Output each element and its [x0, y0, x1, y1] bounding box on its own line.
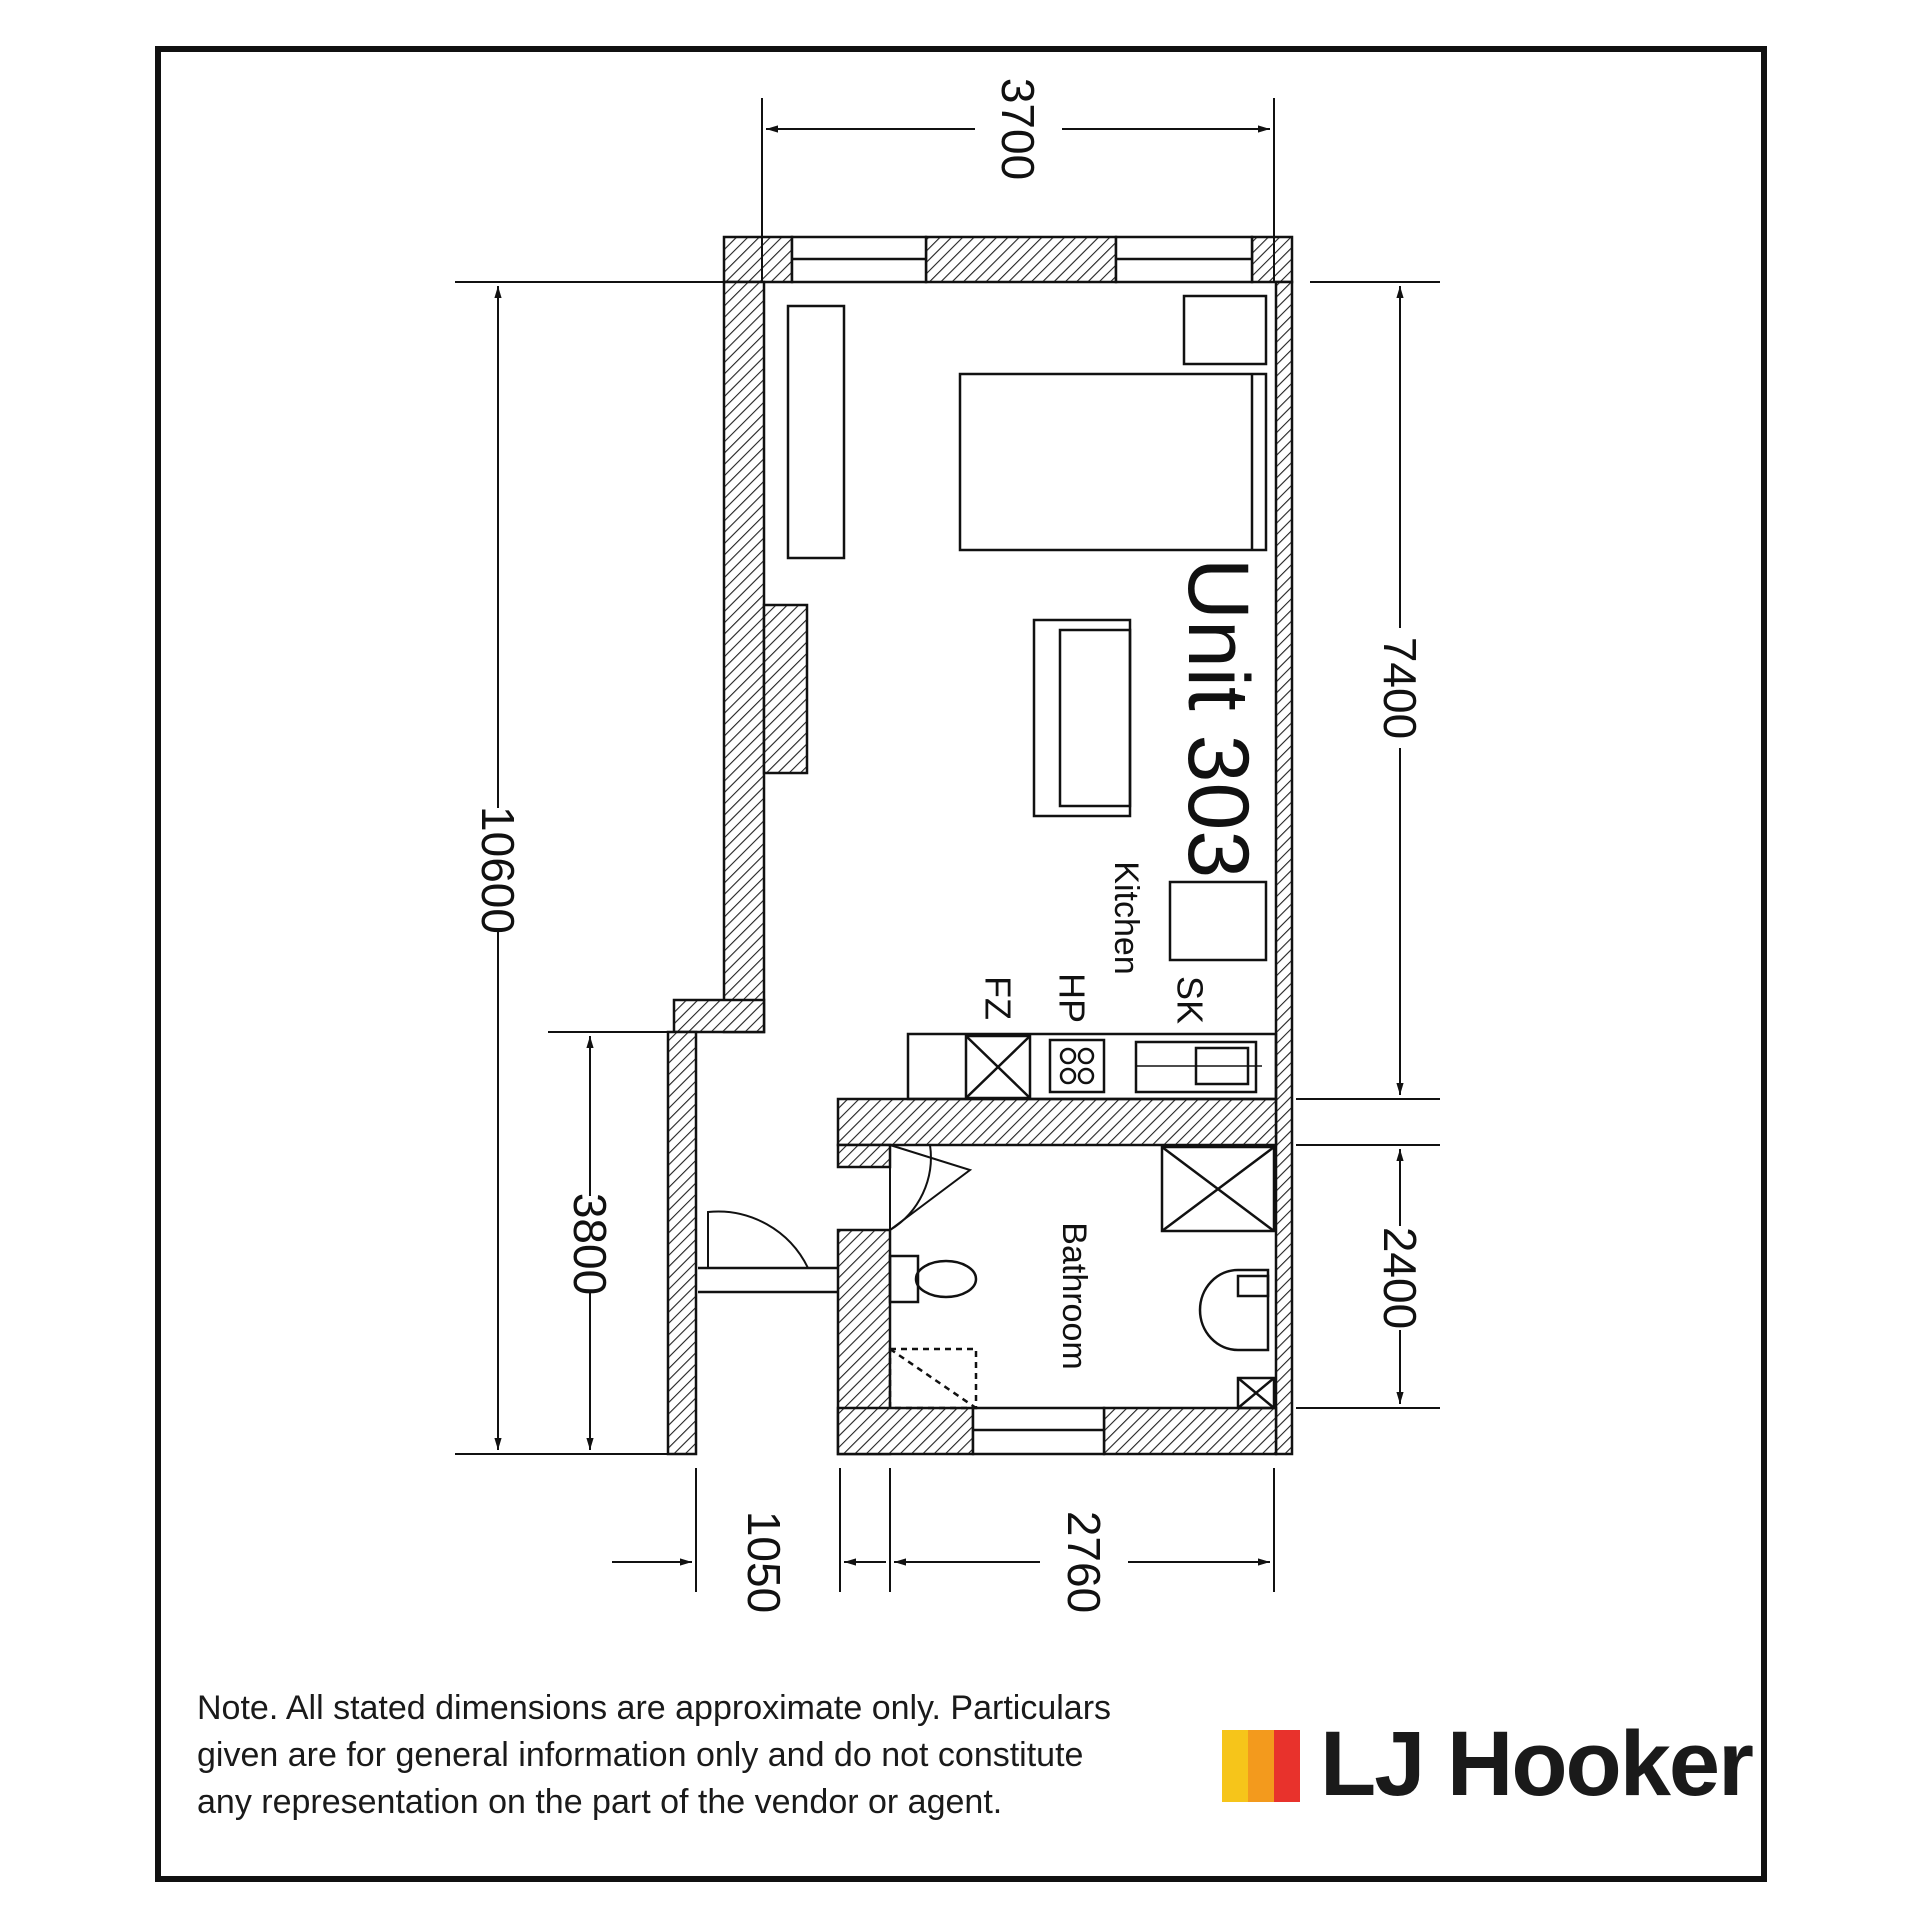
dim-label-overall: 10600	[472, 806, 524, 934]
disclaimer-line: Note. All stated dimensions are approximate only. Particulars	[197, 1689, 1112, 1727]
toilet-cistern	[890, 1256, 918, 1302]
dim-label-lower-right: 2400	[1374, 1226, 1426, 1330]
sofa	[1034, 620, 1130, 816]
fz-label: FZ	[977, 976, 1019, 1020]
bed	[960, 374, 1266, 550]
hp-label: HP	[1051, 972, 1093, 1024]
disclaimer-line: given are for general information only and do not constitute	[197, 1736, 1084, 1774]
hotplate	[1050, 1040, 1104, 1092]
disclaimer-line: any representation on the part of the vendor or agent.	[197, 1783, 1003, 1821]
brand-mark-icon	[1222, 1730, 1300, 1802]
dim-label-upper-right: 7400	[1374, 636, 1426, 740]
unit-label: Unit 303	[1170, 557, 1266, 879]
bedside-table	[1184, 296, 1266, 364]
toilet	[916, 1261, 976, 1297]
basin	[1200, 1270, 1268, 1350]
bathroom-label: Bathroom	[1055, 1222, 1093, 1370]
room-labels	[978, 558, 1267, 1370]
dim-label-bottom-right: 2760	[1058, 1510, 1110, 1614]
kitchen-bench-unit	[1170, 882, 1266, 960]
brand-logo	[1222, 1713, 1752, 1828]
dim-label-bottom-left: 1050	[738, 1510, 790, 1614]
dim-label-lower-left: 3800	[564, 1192, 616, 1296]
disclaimer-note	[197, 1685, 1177, 1826]
brand-name: LJ Hooker	[1320, 1713, 1752, 1815]
wardrobe	[788, 306, 844, 558]
bathroom-door	[890, 1145, 931, 1230]
page-frame	[158, 49, 1764, 1879]
kitchen-label: Kitchen	[1107, 861, 1145, 975]
sk-label: SK	[1169, 975, 1211, 1025]
dim-label-top: 3700	[992, 77, 1044, 181]
